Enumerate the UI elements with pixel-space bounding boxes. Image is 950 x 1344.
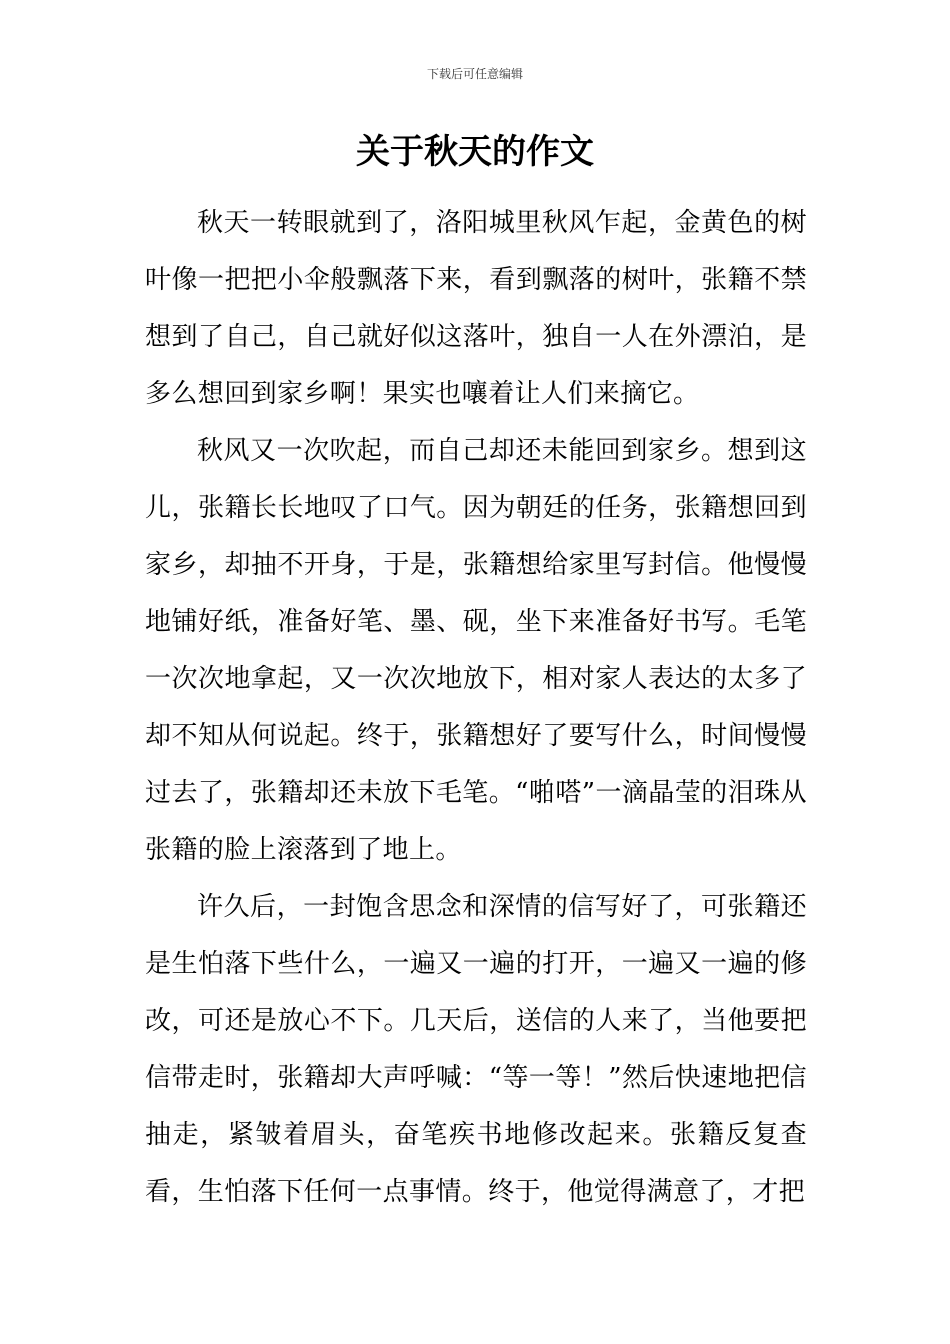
document-body xyxy=(145,195,807,1221)
paragraph-3: 许久后，一封饱含思念和深情的信写好了，可张籍还是生怕落下些什么，一遍又一遍的打开，一遍又一遍的修改，可还是放心不下。几天后，送信的人来了，当他要把信带走时，张籍却大声呼喊：“等一等！”然后快速地把信抽走，紧皱着眉头，奋笔疾书地修改起来。张籍反复查看，生怕落下任何一点事情。终于，他觉得满意了，才把 xyxy=(145,892,807,1207)
paragraph-1: 秋天一转眼就到了，洛阳城里秋风乍起，金黄色的树叶像一把把小伞般飘落下来，看到飘落的树叶，张籍不禁想到了自己，自己就好似这落叶，独自一人在外漂泊，是多么想回到家乡啊！果实也嚷着让人们来摘它。 xyxy=(145,208,807,409)
paragraph-2: 秋风又一次吹起，而自己却还未能回到家乡。想到这儿，张籍长长地叹了口气。因为朝廷的任务，张籍想回到家乡，却抽不开身，于是，张籍想给家里写封信。他慢慢地铺好纸，准备好笔、墨、砚，坐下来准备好书写。毛笔一次次地拿起，又一次次地放下，相对家人表达的太多了却不知从何说起。终于，张籍想好了要写什么，时间慢慢过去了，张籍却还未放下毛笔。“啪嗒”一滴晶莹的泪珠从张籍的脸上滚落到了地上。 xyxy=(145,436,807,865)
header-note: 下载后可任意编辑 xyxy=(426,67,523,81)
document-title: 关于秋天的作文 xyxy=(356,132,594,172)
